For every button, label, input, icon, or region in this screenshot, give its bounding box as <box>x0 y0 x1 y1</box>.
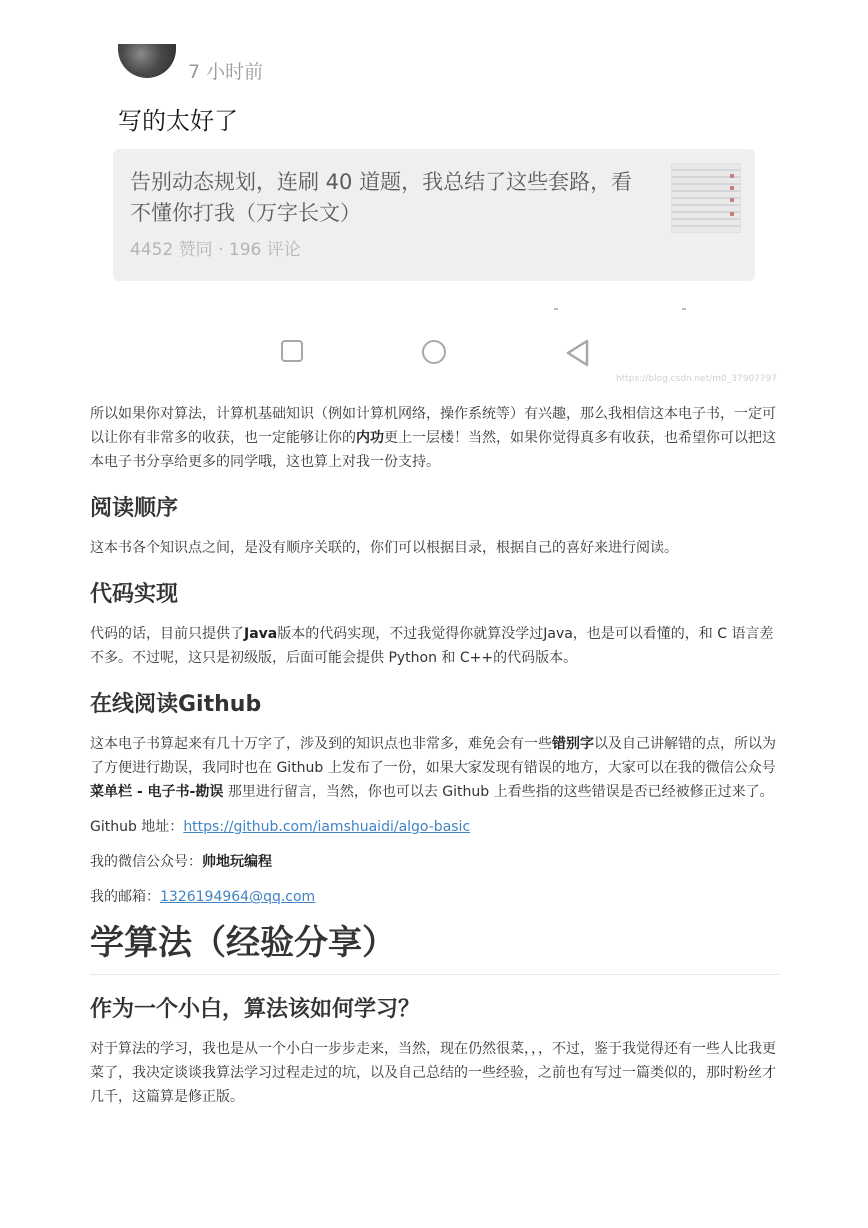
reading-order-paragraph: 这本书各个知识点之间，是没有顺序关联的，你们可以根据目录，根据自己的喜好来进行阅读。 <box>90 540 678 556</box>
online-reading-heading: 在线阅读Github <box>90 692 262 717</box>
article-meta: 4452 赞同 · 196 评论 <box>130 240 301 260</box>
section-paragraph: 对于算法的学习，我也是从一个小白一步步走来，当然，现在仍然很菜，，，不过，鉴于我觉得还有一些人比我更菜了，我决定谈谈我算法学习过程走过的坑，以及自己总结的一些经验，之前也有写过一篇类似的，那时粉丝才几千，这篇算是修正版。 <box>90 1041 776 1105</box>
intro-text: 更上一层楼！当然，如果你觉得真多有收获，也希望你可以把这本电子书分享给更多的同学哦，这也算上对我一份支持。 <box>90 430 776 470</box>
comment-time: 7 小时前 <box>188 61 264 83</box>
wechat-line <box>90 850 780 874</box>
github-label: Github 地址： <box>90 819 184 835</box>
image-watermark: https://blog.csdn.net/m0_37907797 <box>616 374 778 384</box>
circle-icon[interactable] <box>422 340 446 364</box>
online-reading-text: 以及自己讲解错的点，所以为了方便进行勘误，我同时也在 Github 上发布了一份，如果大家发现有错误的地方，大家可以在我的微信公众号 <box>90 736 776 776</box>
email-label: 我的邮箱： <box>90 889 160 905</box>
online-reading-bold: 菜单栏 - 电子书-勘误 <box>90 784 224 800</box>
scroll-indicator-dot <box>682 308 686 310</box>
email-line <box>90 885 780 909</box>
chapter-title: 学算法（经验分享） <box>90 923 396 963</box>
comment-text: 写的太好了 <box>118 107 238 135</box>
github-link[interactable]: https://github.com/iamshuaidi/algo-basic <box>183 819 471 835</box>
wechat-label: 我的微信公众号： <box>90 854 202 870</box>
avatar <box>118 44 176 78</box>
github-line <box>90 815 780 839</box>
code-impl-bold: Java <box>244 626 278 642</box>
code-impl-heading: 代码实现 <box>90 582 179 607</box>
article-thumbnail <box>671 163 741 233</box>
document-body <box>90 402 780 1109</box>
embedded-phone-screenshot <box>0 0 868 392</box>
intro-paragraph <box>90 402 780 474</box>
wechat-name: 帅地玩编程 <box>202 854 272 870</box>
chapter-divider <box>90 974 780 975</box>
linked-article-card[interactable] <box>113 149 755 281</box>
online-reading-text: 这本电子书算起来有几十万字了，涉及到的知识点也非常多，难免会有一些 <box>90 736 552 752</box>
section-heading: 作为一个小白，算法该如何学习？ <box>90 997 421 1022</box>
intro-bold: 内功 <box>356 430 384 446</box>
article-title: 告别动态规划，连刷 40 道题，我总结了这些套路，看不懂你打我（万字长文） <box>130 170 633 225</box>
online-reading-bold: 错别字 <box>552 736 594 752</box>
email-link[interactable]: 1326194964@qq.com <box>160 889 316 905</box>
square-icon[interactable] <box>281 340 303 362</box>
code-impl-paragraph <box>90 622 780 670</box>
back-triangle-icon[interactable] <box>565 339 591 367</box>
scroll-indicator-dot <box>554 308 558 310</box>
online-reading-text: 那里进行留言，当然，你也可以去 Github 上看些指的这些错误是否已经被修正过来了。 <box>223 784 774 800</box>
intro-text: 所以如果你对算法，计算机基础知识（例如计算机网络，操作系统等）有兴趣，那么我相信这本电子书，一定可以让你有非常多的收获，也一定能够让你的 <box>90 406 776 446</box>
code-impl-text: 版本的代码实现，不过我觉得你就算没学过Java，也是可以看懂的，和 C 语言差不多。不过呢，这只是初级版，后面可能会提供 Python 和 C++的代码版本。 <box>90 626 774 666</box>
reading-order-heading: 阅读顺序 <box>90 496 179 521</box>
online-reading-paragraph <box>90 732 780 804</box>
code-impl-text: 代码的话，目前只提供了 <box>90 626 244 642</box>
